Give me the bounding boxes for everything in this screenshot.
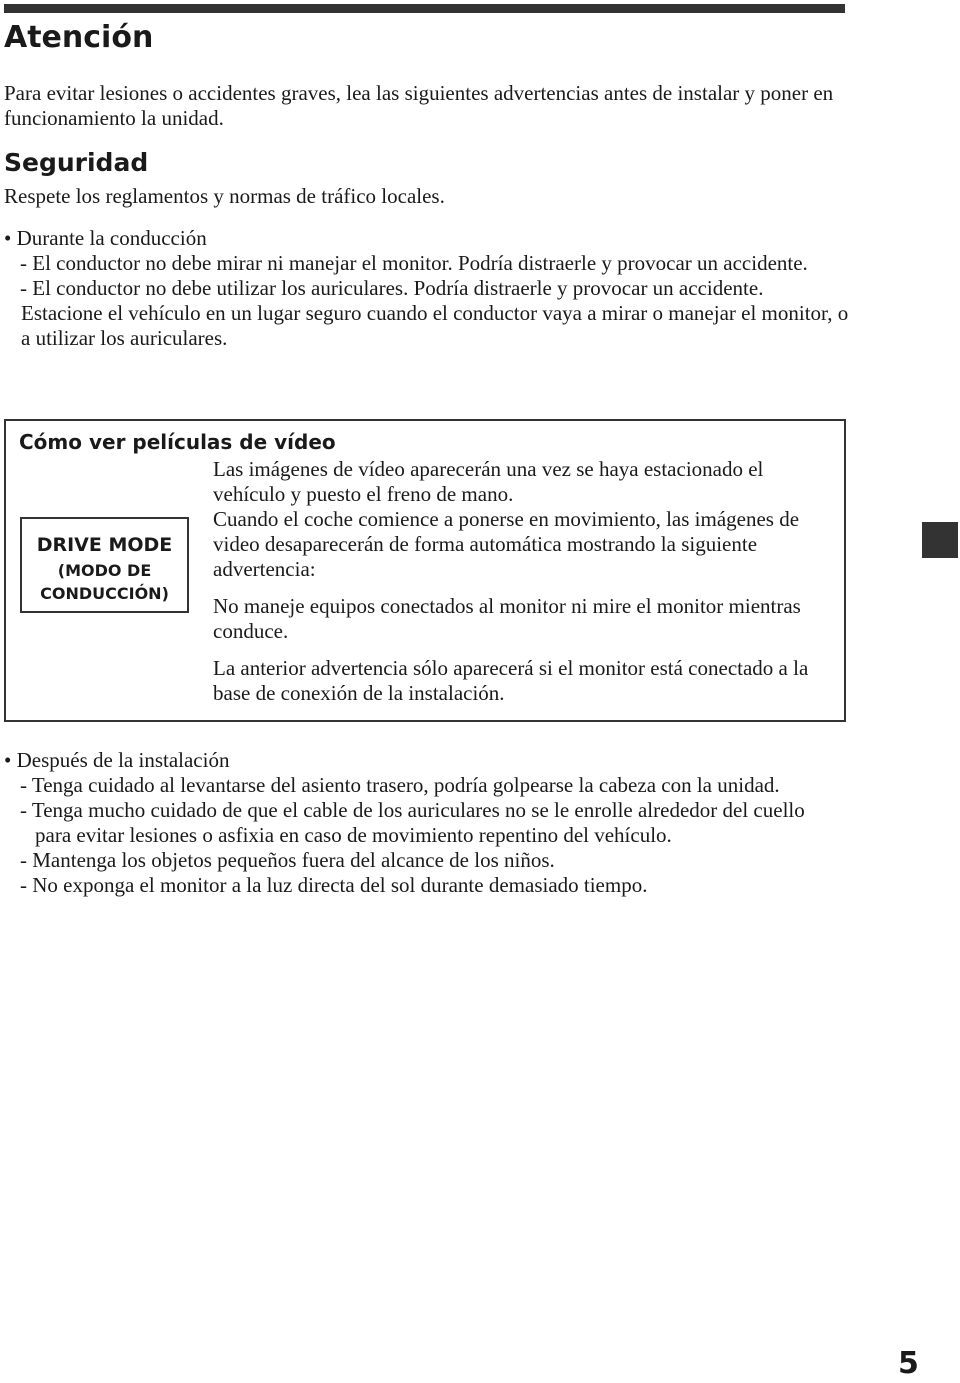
list-item: - No exponga el monitor a la luz directa del sol durante demasiado tiempo.: [20, 873, 648, 897]
after-install-heading: • Después de la instalación: [4, 748, 230, 772]
section-heading-safety: Seguridad: [4, 148, 149, 177]
list-item: - El conductor no debe utilizar los auriculares. Podría distraerle y provocar un accidente.: [20, 276, 764, 300]
drive-mode-sublabel: CONDUCCIÓN): [40, 584, 169, 603]
driving-section: [4, 226, 849, 351]
top-rule: [4, 4, 845, 13]
video-box-text: [213, 457, 838, 706]
video-paragraph: Cuando el coche comience a ponerse en movimiento, las imágenes de video desaparecerán de forma automática mostrando la siguiente advertencia:: [213, 507, 800, 581]
drive-mode-label: DRIVE MODE: [36, 534, 173, 556]
page-title: Atención: [4, 20, 154, 55]
video-paragraph: Las imágenes de vídeo aparecerán una vez se haya estacionado el vehículo y puesto el freno de mano.: [213, 457, 764, 506]
driving-heading: • Durante la conducción: [4, 226, 207, 250]
video-paragraph: La anterior advertencia sólo aparecerá si el monitor está conectado a la base de conexión de la instalación.: [213, 656, 809, 705]
safety-intro: Respete los reglamentos y normas de tráfico locales.: [4, 184, 445, 208]
drive-mode-sublabel: (MODO DE: [57, 561, 152, 580]
page-number: 5: [898, 1346, 919, 1381]
intro-paragraph: Para evitar lesiones o accidentes graves, lea las siguientes advertencias antes de instalar y poner en funcionamiento la unidad.: [4, 81, 834, 130]
list-item: - Tenga mucho cuidado de que el cable de los auriculares no se le enrolle alrededor del cuello para evitar lesiones o asfixia en caso de movimiento repentino del vehículo.: [20, 798, 805, 847]
warning-message: No maneje equipos conectados al monitor ni mire el monitor mientras conduce.: [213, 594, 801, 643]
video-box-heading: Cómo ver películas de vídeo: [19, 430, 336, 454]
driving-note: Estacione el vehículo en un lugar seguro cuando el conductor vaya a mirar o manejar el monitor, o a utilizar los auriculares.: [21, 301, 849, 350]
video-info-box: [4, 419, 846, 722]
list-item: - El conductor no debe mirar ni manejar el monitor. Podría distraerle y provocar un accidente.: [20, 251, 808, 275]
list-item: - Mantenga los objetos pequeños fuera del alcance de los niños.: [20, 848, 555, 872]
list-item: - Tenga cuidado al levantarse del asiento trasero, podría golpearse la cabeza con la unidad.: [20, 773, 780, 797]
after-install-section: [4, 748, 844, 898]
section-tab-marker: [922, 522, 958, 558]
drive-mode-label-box: [20, 517, 189, 613]
